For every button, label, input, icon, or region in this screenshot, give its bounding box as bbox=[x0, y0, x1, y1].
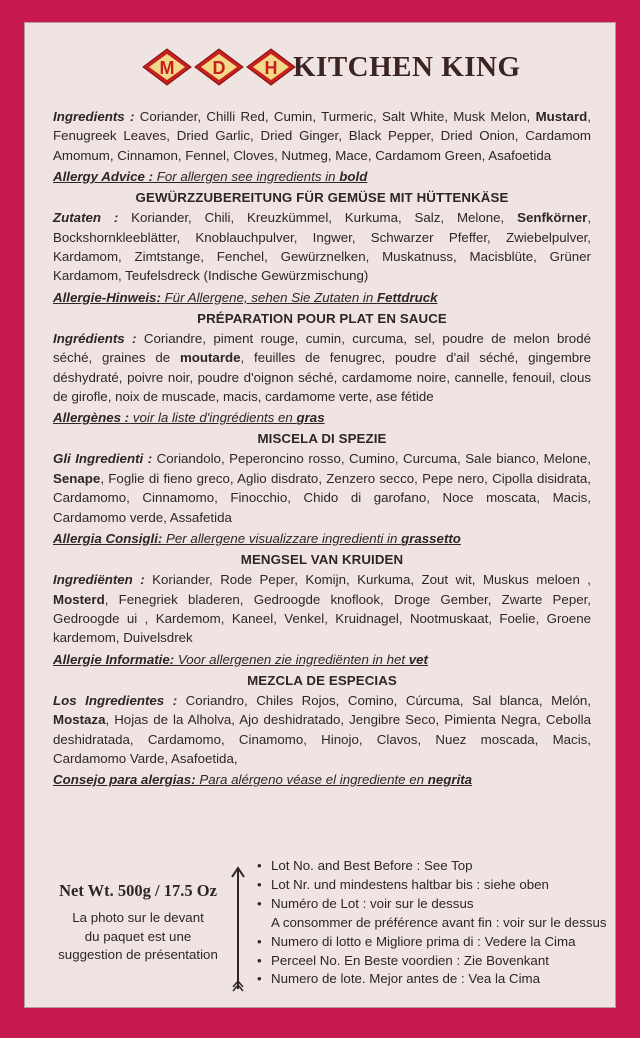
ingredients-text-de: Koriander, Chili, Kreuzkümmel, Kurkuma, Salz, Melone, bbox=[118, 210, 518, 226]
lot-info-text: A consommer de préférence avant fin : voir sur le dessus bbox=[271, 914, 607, 930]
allergy-text-fr: voir la liste d'ingrédients en bbox=[129, 410, 297, 426]
ingredients-it bbox=[53, 449, 591, 527]
lot-info-text: Perceel No. En Beste voordien : Zie Bovenkant bbox=[271, 952, 549, 968]
photo-note-line: La photo sur le devant bbox=[72, 910, 204, 925]
logo-diamond-m bbox=[143, 49, 191, 85]
ingredients-text-fr: Coriandre, piment rouge, cumin, curcuma, sel, poudre de melon brodé séché, graines de bbox=[53, 330, 591, 366]
allergy-advice-it bbox=[53, 529, 591, 548]
lot-info-item bbox=[257, 895, 607, 914]
allergy-bold-it: grassetto bbox=[401, 531, 461, 547]
photo-note-line: suggestion de présentation bbox=[58, 947, 218, 963]
bullet-icon: • bbox=[257, 933, 262, 949]
allergen-bold-en: Mustard bbox=[535, 109, 588, 124]
lot-info-list bbox=[257, 857, 607, 989]
label-panel bbox=[24, 22, 616, 1008]
allergy-advice-nl bbox=[53, 650, 591, 669]
section-title-de: GEWÜRZZUBEREITUNG FÜR GEMÜSE MIT HÜTTENKÄSE bbox=[135, 190, 509, 206]
lot-info-item bbox=[257, 914, 607, 933]
lot-info-text: Numero de lote. Mejor antes de : Vea la Cima bbox=[271, 971, 541, 987]
allergen-bold-es: Mostaza bbox=[53, 712, 106, 728]
allergy-label-fr: Allergènes : bbox=[53, 410, 130, 426]
lot-info-text: Lot No. and Best Before : See Top bbox=[271, 858, 473, 873]
photo-note bbox=[53, 909, 223, 965]
allergy-text-it: Per allergene visualizzare ingredienti in bbox=[162, 531, 402, 547]
ingredients-fr bbox=[53, 329, 591, 407]
allergy-bold-fr: gras bbox=[296, 410, 325, 426]
ingredients-label-en: Ingredients : bbox=[53, 109, 135, 124]
ingredients-content bbox=[53, 107, 591, 791]
allergen-bold-it: Senape bbox=[53, 470, 101, 486]
section-title-it: MISCELA DI SPEZIE bbox=[257, 431, 387, 447]
ingredients-text-en: Coriander, Chilli Red, Cumin, Turmeric, Salt White, Musk Melon, bbox=[134, 109, 536, 124]
allergy-advice-es bbox=[53, 770, 591, 789]
ingredients-es bbox=[53, 691, 591, 769]
lot-info-item bbox=[257, 933, 607, 952]
allergy-text-nl: Voor allergenen zie ingrediënten in het bbox=[174, 651, 409, 667]
lot-info-text: Numero di lotto e Migliore prima di : Vedere la Cima bbox=[271, 933, 576, 949]
lot-info-text: Lot Nr. und mindestens haltbar bis : siehe oben bbox=[271, 876, 549, 892]
net-weight: Net Wt. 500g / 17.5 Oz bbox=[59, 881, 217, 900]
svg-text:D: D bbox=[212, 58, 226, 78]
section-title-fr: PRÉPARATION POUR PLAT EN SAUCE bbox=[197, 310, 447, 326]
ingredients-nl bbox=[53, 570, 591, 648]
bullet-icon: • bbox=[257, 952, 262, 968]
ingredients-text-it: Coriandolo, Peperoncino rosso, Cumino, Curcuma, Sale bianco, Melone, bbox=[152, 451, 591, 467]
allergy-advice-en bbox=[53, 167, 591, 186]
allergen-bold-nl: Mosterd bbox=[53, 591, 105, 607]
svg-text:H: H bbox=[264, 58, 278, 78]
bullet-icon: • bbox=[257, 895, 262, 911]
allergy-bold-en: bold bbox=[339, 169, 368, 185]
ingredients-label-nl: Ingrediënten : bbox=[53, 572, 145, 588]
allergy-advice-fr bbox=[53, 408, 591, 427]
photo-note-line: du paquet est une bbox=[84, 928, 192, 944]
ingredients-label-fr: Ingrédients : bbox=[53, 330, 137, 346]
allergy-bold-de: Fettdruck bbox=[376, 289, 438, 305]
allergy-text-en: For allergen see ingredients in bbox=[153, 169, 340, 185]
allergy-bold-es: negrita bbox=[427, 772, 473, 788]
ingredients-text-fr-cont: , feuilles de fenugrec, poudre d'ail séché, gingembre déshydraté, poivre noir, poudre d'oignon séché, cardamome noire, cannelle, fenouil, clous de girofle, noix de muscade, macis, cardamome verte, ase fétide bbox=[53, 350, 591, 405]
arrow-up-icon bbox=[231, 865, 245, 993]
allergy-text-de: Für Allergene, sehen Sie Zutaten in bbox=[160, 289, 377, 305]
lot-info-item bbox=[257, 857, 607, 876]
footer bbox=[25, 851, 615, 1001]
ingredients-label-es: Los Ingredientes : bbox=[53, 692, 178, 708]
ingredients-de bbox=[53, 208, 591, 286]
ingredients-label-it: Gli Ingredienti : bbox=[53, 451, 153, 467]
ingredients-text-nl: Koriander, Rode Peper, Komijn, Kurkuma, Zout wit, Muskus meloen , bbox=[144, 572, 591, 588]
ingredients-text-it-cont: , Foglie di fieno greco, Aglio disdrato, Zenzero secco, Pepe nero, Cipolla disidrata, Cardamomo, Cinnamomo, Finocchio, Chido di garofano, Noce moscata, Macis, Cardamomo verde, Assafetida bbox=[53, 470, 591, 525]
allergy-label-en: Allergy Advice : bbox=[53, 169, 154, 185]
allergy-label-nl: Allergie Informatie: bbox=[53, 651, 175, 667]
ingredients-text-en-cont: , Fenugreek Leaves, Dried Garlic, Dried Ginger, Black Pepper, Dried Onion, Cardamom Amomum, Cinnamon, Fennel, Cloves, Nutmeg, Mace, Cardamom Green, Asafoetida bbox=[53, 109, 591, 163]
bullet-icon: • bbox=[257, 876, 262, 892]
ingredients-text-es: Coriandro, Chiles Rojos, Comino, Cúrcuma, Sal blanca, Melón, bbox=[177, 692, 591, 708]
bullet-icon: • bbox=[257, 858, 262, 873]
mdh-logo bbox=[141, 47, 297, 87]
ingredients-text-de-cont: , Bockshornkleeblätter, Knoblauchpulver, Ingwer, Schwarzer Pfeffer, Zwiebelpulver, Kardamom, Zimtstange, Fenchel, Gewürznelken, Muskatnuss, Macisblüte, Grüner Kardamom, Teufelsdreck (Indische Gewürzmischung) bbox=[53, 210, 592, 284]
allergen-bold-de: Senfkörner bbox=[517, 210, 588, 226]
lot-info-item bbox=[257, 952, 607, 971]
section-title-es: MEZCLA DE ESPECIAS bbox=[247, 672, 397, 688]
brand-name: KITCHEN KING bbox=[293, 51, 521, 83]
ingredients-text-nl-cont: , Fenegriek bladeren, Gedroogde knoflook, Droge Gember, Zwarte Peper, Gedroogde ui , Kardemom, Kaneel, Venkel, Kruidnagel, Nootmuskaat, Foelie, Groene kardemom, Duivelsdrek bbox=[53, 591, 591, 646]
ingredients-label-de: Zutaten : bbox=[53, 210, 119, 226]
allergy-label-de: Allergie-Hinweis: bbox=[53, 289, 161, 305]
bullet-icon: • bbox=[257, 971, 262, 987]
allergy-advice-de bbox=[53, 288, 591, 307]
logo-diamond-d bbox=[195, 49, 243, 85]
lot-info-item bbox=[257, 970, 607, 989]
section-title-nl: MENGSEL VAN KRUIDEN bbox=[240, 552, 404, 568]
logo-diamond-h bbox=[247, 49, 295, 85]
header bbox=[25, 23, 615, 109]
allergy-text-es: Para alérgeno véase el ingrediente en bbox=[195, 772, 428, 788]
svg-text:M: M bbox=[159, 58, 175, 78]
allergen-bold-fr: moutarde bbox=[179, 350, 241, 366]
allergy-label-es: Consejo para alergias: bbox=[53, 772, 196, 788]
allergy-label-it: Allergia Consigli: bbox=[53, 531, 163, 547]
allergy-bold-nl: vet bbox=[408, 651, 428, 667]
lot-info-text: Numéro de Lot : voir sur le dessus bbox=[271, 895, 474, 911]
ingredients-en bbox=[53, 107, 591, 165]
ingredients-text-es-cont: , Hojas de la Alholva, Ajo deshidratado, Jengibre Seco, Pimienta Negra, Cebolla deshidratada, Cardamomo, Cinamomo, Hinojo, Clavos, Nuez moscada, Macis, Cardamomo Varde, Asafoetida, bbox=[53, 712, 591, 766]
lot-info-item bbox=[257, 876, 607, 895]
